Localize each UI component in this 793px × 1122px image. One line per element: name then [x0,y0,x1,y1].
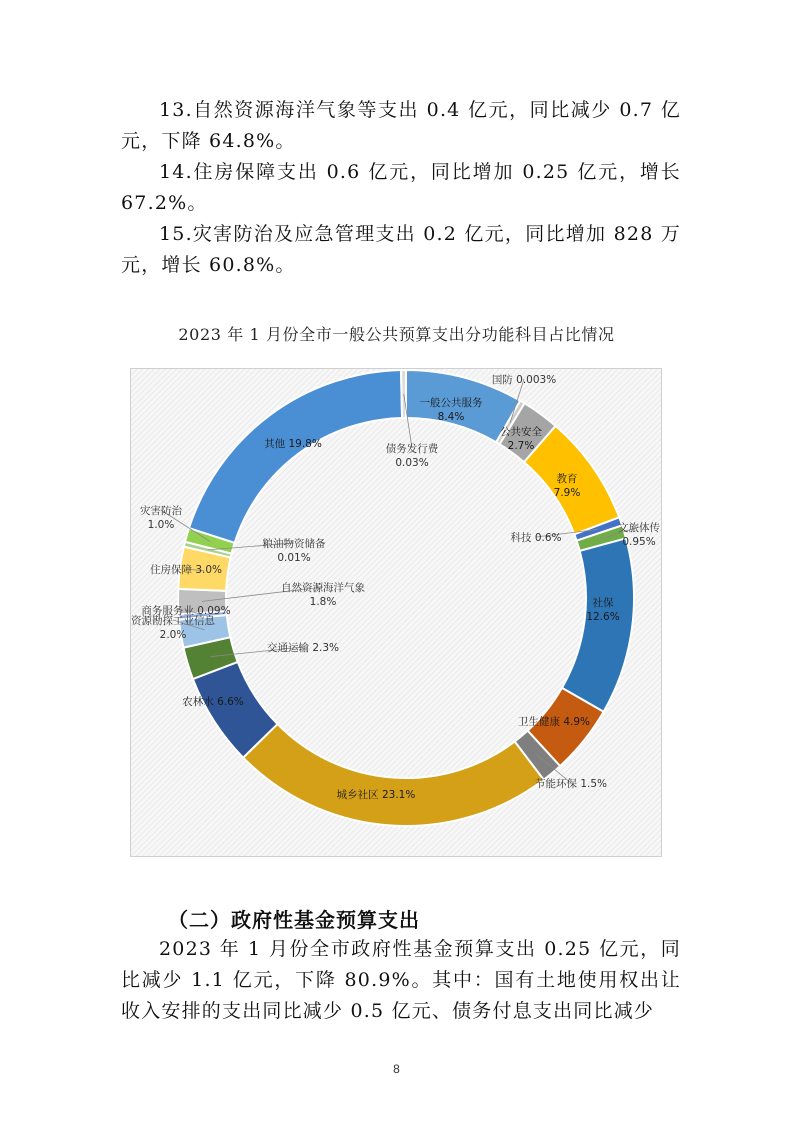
slice-label-2: 国防 0.003% [491,374,557,386]
slice-label-17: 粮油物资储备 [262,538,326,550]
slice-value-13: 2.0% [159,629,187,641]
doughnut-chart-container [130,368,662,857]
slice-value-1: 8.4% [437,411,465,423]
paragraph-13: 13.自然资源海洋气象等支出 0.4 亿元，同比减少 0.7 亿元，下降 64.8%。 [121,99,681,152]
slice-label-18: 灾害防治 [140,505,182,517]
slice-label-15: 自然资源海洋气象 [281,582,365,594]
slice-label-8: 卫生健康 4.9% [517,716,591,728]
slice-label-6: 文旅体传 [618,522,660,534]
slice-label-10: 城乡社区 23.1% [336,789,416,801]
slice-label-7: 社保 [592,597,614,609]
slice-label-12: 交通运输 2.3% [266,642,340,654]
slice-label-4: 教育 [556,473,578,485]
fund-paragraph: 2023 年 1 月份全市政府性基金预算支出 0.25 亿元，同比减少 1.1 亿元，下降 80.9%。其中：国有土地使用权出让收入安排的支出同比减少 0.5 亿元、债务付息支出同比减少 [121,938,681,1022]
slice-value-20: 0.03% [395,457,429,469]
slice-label-5: 科技 0.6% [510,532,562,544]
slice-label-3: 公共安全 [500,426,542,438]
slice-value-3: 2.7% [507,440,535,452]
slice-label-13: 资源勘探工业信息 [131,615,215,627]
slice-label-11: 农林水 6.6% [182,696,244,708]
slice-label-9: 节能环保 1.5% [534,778,608,790]
slice-label-1: 一般公共服务 [419,397,483,409]
paragraph-14: 14.住房保障支出 0.6 亿元，同比增加 0.25 亿元，增长 67.2%。 [121,161,681,214]
slice-label-14: 商务服务业 0.09% [141,605,231,617]
slice-value-7: 12.6% [586,611,620,623]
chart-title: 2023 年 1 月份全市一般公共预算支出分功能科目占比情况 [178,325,615,344]
paragraph-15: 15.灾害防治及应急管理支出 0.2 亿元，同比增加 828 万元，增长 60.8%。 [121,223,681,276]
slice-value-18: 1.0% [147,519,175,531]
slice-label-16: 住房保障 3.0% [149,564,223,576]
slice-value-6: 0.95% [622,536,656,548]
slice-value-17: 0.01% [277,552,311,564]
slice-label-20: 债务发行费 [385,443,439,455]
doughnut-chart [131,369,661,856]
slice-value-15: 1.8% [309,596,337,608]
slice-20 [401,370,406,418]
slice-label-19: 其他 19.8% [264,438,322,450]
page-number: 8 [393,1062,400,1076]
slice-value-4: 7.9% [553,487,581,499]
section-heading: （二）政府性基金预算支出 [168,908,420,932]
